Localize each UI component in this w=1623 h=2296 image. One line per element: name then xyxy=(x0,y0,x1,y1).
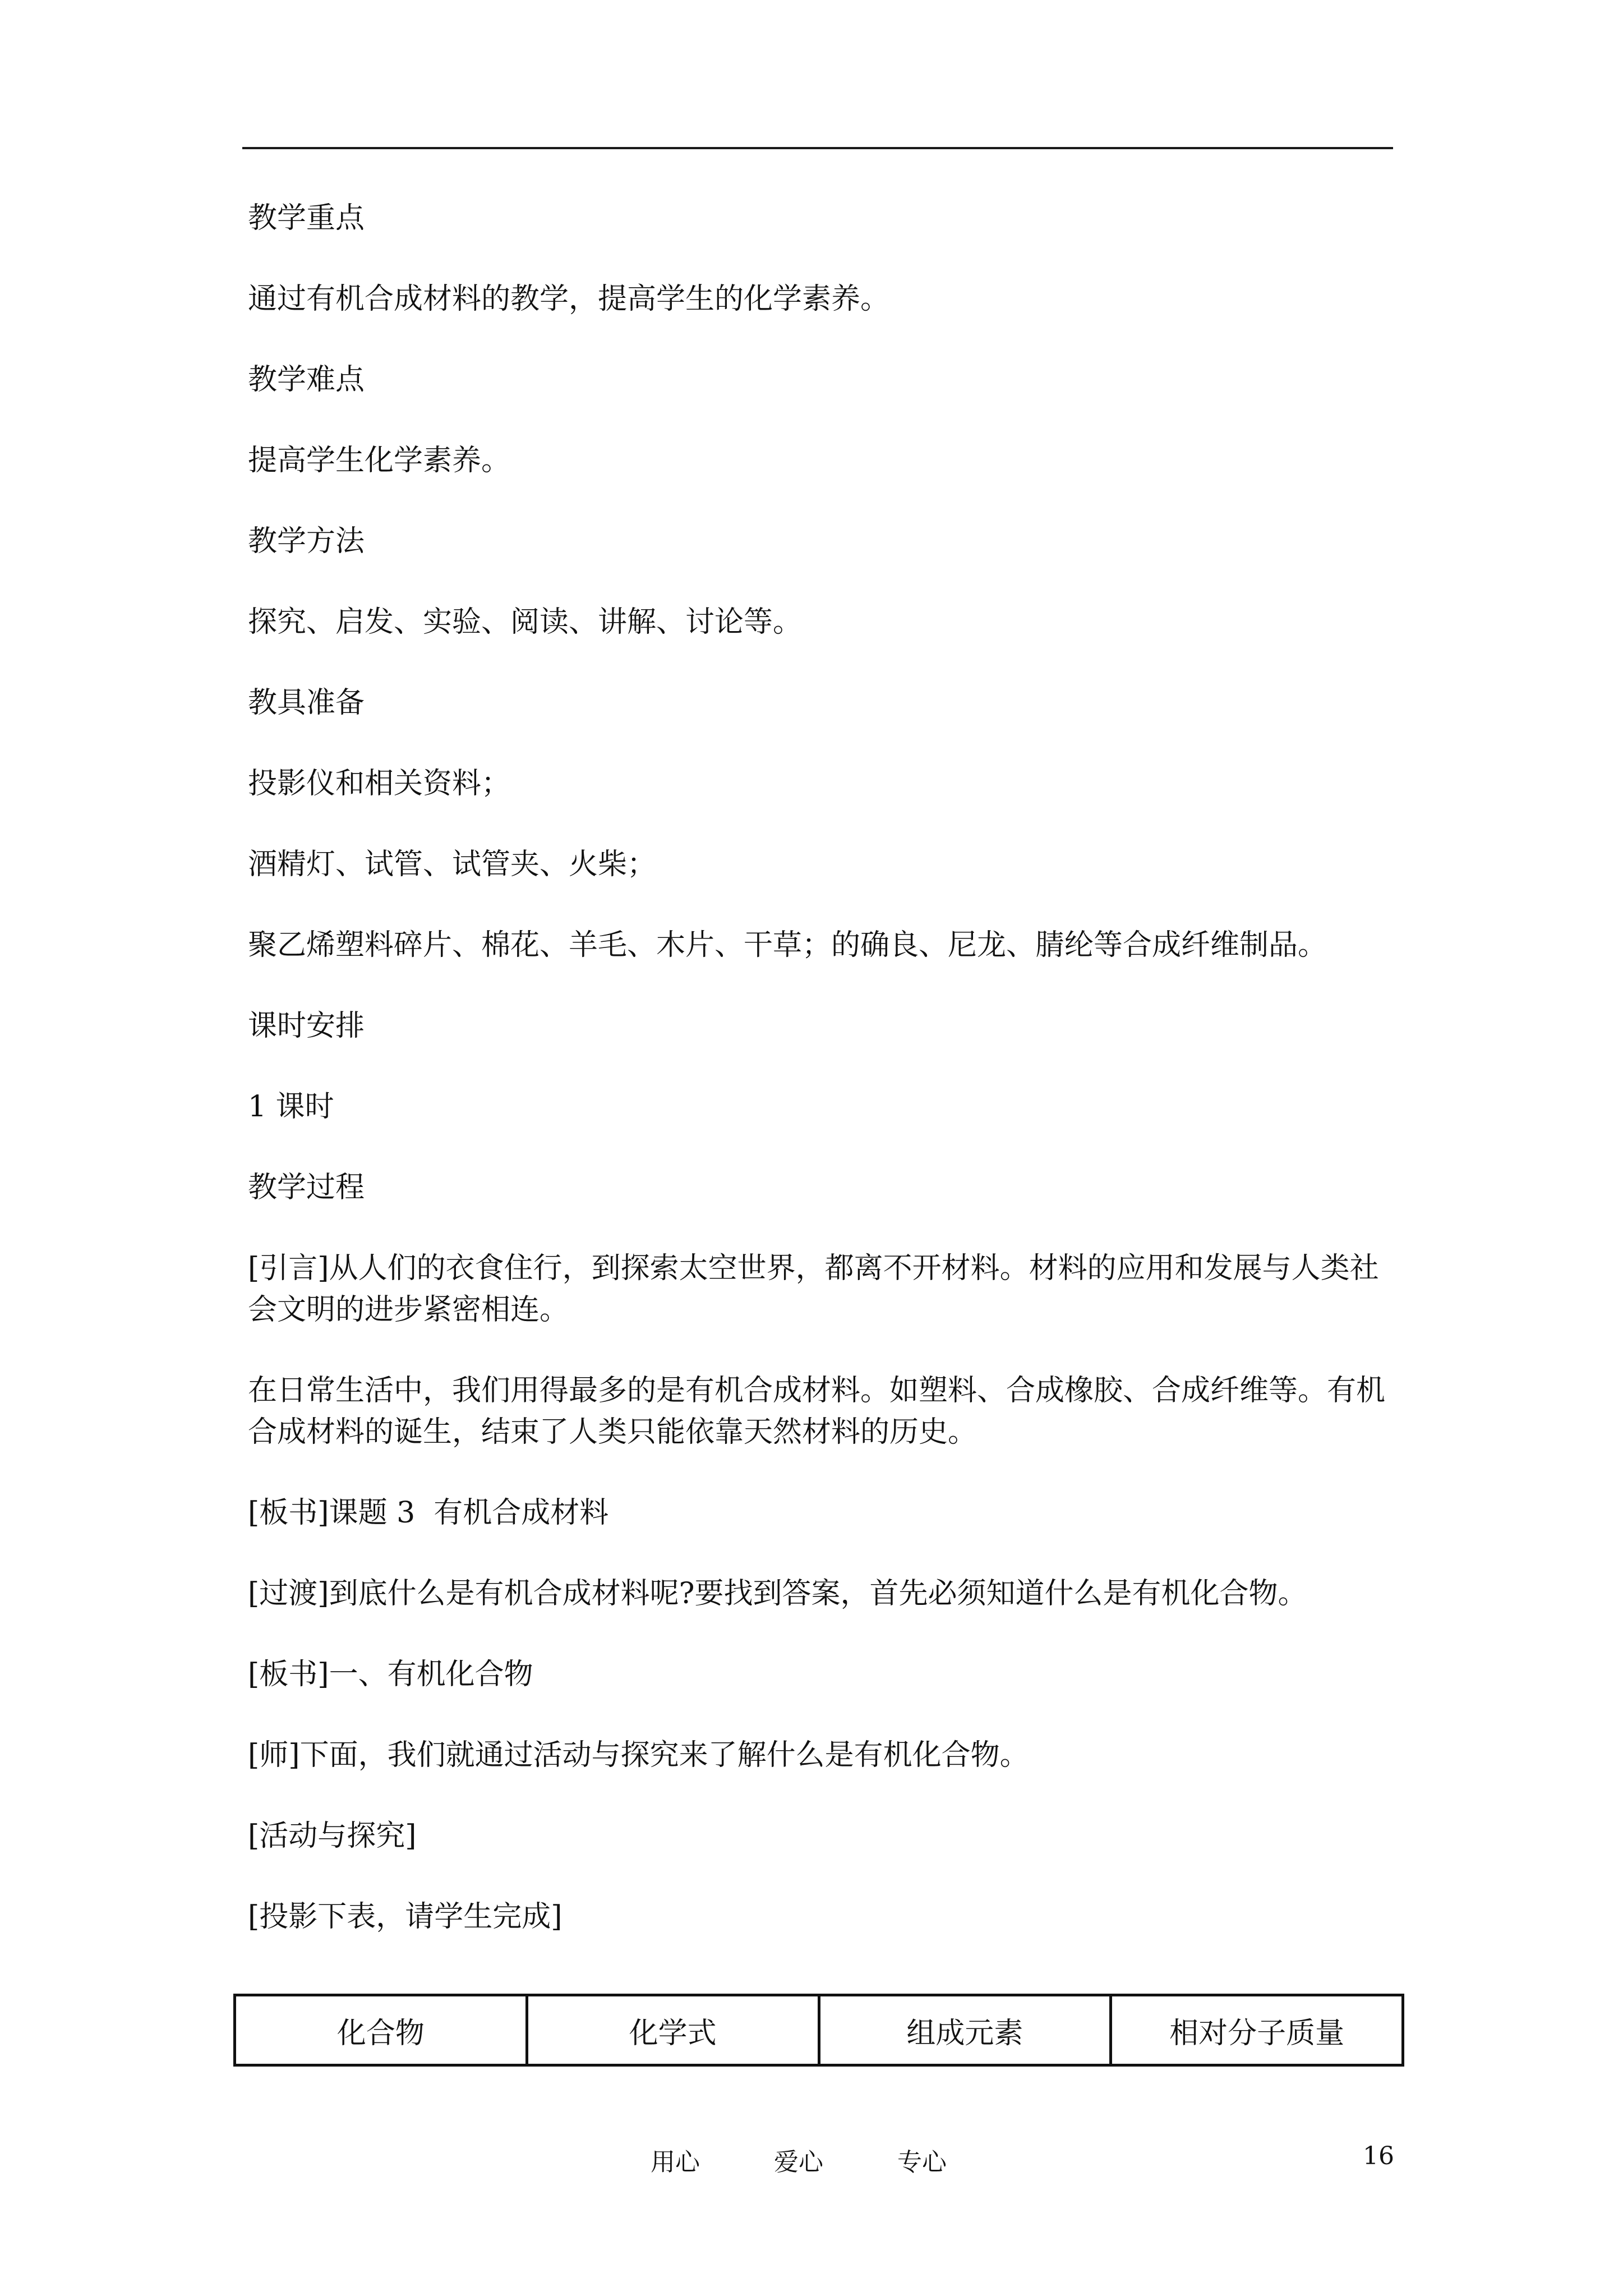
footer-motto: 用心 xyxy=(651,2148,700,2177)
table-header-cell: 相对分子质量 xyxy=(1111,1995,1403,2065)
table-header-cell: 化合物 xyxy=(235,1995,527,2065)
paragraph: 酒精灯、试管、试管夹、火柴； xyxy=(248,848,657,881)
section-heading: 教具准备 xyxy=(248,686,365,720)
header-rule xyxy=(242,147,1393,149)
section-heading: 教学重点 xyxy=(248,201,365,235)
paragraph: 投影仪和相关资料； xyxy=(248,767,511,800)
page-footer xyxy=(0,2142,1623,2181)
paragraph: [师]下面，我们就通过活动与探究来了解什么是有机化合物。 xyxy=(248,1738,1029,1772)
footer-mottos xyxy=(651,2142,1013,2178)
paragraph: 通过有机合成材料的教学，提高学生的化学素养。 xyxy=(248,282,890,316)
paragraph: [板书]一、有机化合物 xyxy=(248,1658,533,1691)
compound-table xyxy=(233,1994,1404,2067)
paragraph: [引言]从人们的衣食住行，到探索太空世界，都离不开材料。材料的应用和发展与人类社会文明的进步紧密相连。 xyxy=(248,1251,1379,1327)
section-heading: 教学方法 xyxy=(248,524,365,558)
section-heading: 教学过程 xyxy=(248,1171,365,1204)
page-number: 16 xyxy=(1363,2142,1394,2170)
document-body xyxy=(248,197,1392,1977)
paragraph: 探究、启发、实验、阅读、讲解、讨论等。 xyxy=(248,605,803,639)
paragraph: [板书]课题 3 有机合成材料 xyxy=(248,1496,609,1530)
table-header-cell: 组成元素 xyxy=(819,1995,1111,2065)
paragraph: [投影下表，请学生完成] xyxy=(248,1900,562,1934)
section-heading: 课时安排 xyxy=(248,1009,365,1043)
table-header-cell: 化学式 xyxy=(527,1995,819,2065)
paragraph: [活动与探究] xyxy=(248,1819,417,1853)
paragraph: 在日常生活中，我们用得最多的是有机合成材料。如塑料、合成橡胶、合成纤维等。有机合成材料的诞生，结束了人类只能依靠天然材料的历史。 xyxy=(248,1374,1386,1449)
table-header-row xyxy=(235,1995,1403,2065)
paragraph: 聚乙烯塑料碎片、棉花、羊毛、木片、干草；的确良、尼龙、腈纶等合成纤维制品。 xyxy=(248,928,1327,962)
section-heading: 教学难点 xyxy=(248,363,365,397)
footer-motto: 爱心 xyxy=(774,2148,823,2177)
paragraph: [过渡]到底什么是有机合成材料呢?要找到答案，首先必须知道什么是有机化合物。 xyxy=(248,1577,1307,1611)
paragraph: 1 课时 xyxy=(248,1090,334,1124)
footer-motto: 专心 xyxy=(897,2148,947,2177)
paragraph: 提高学生化学素养。 xyxy=(248,444,511,477)
